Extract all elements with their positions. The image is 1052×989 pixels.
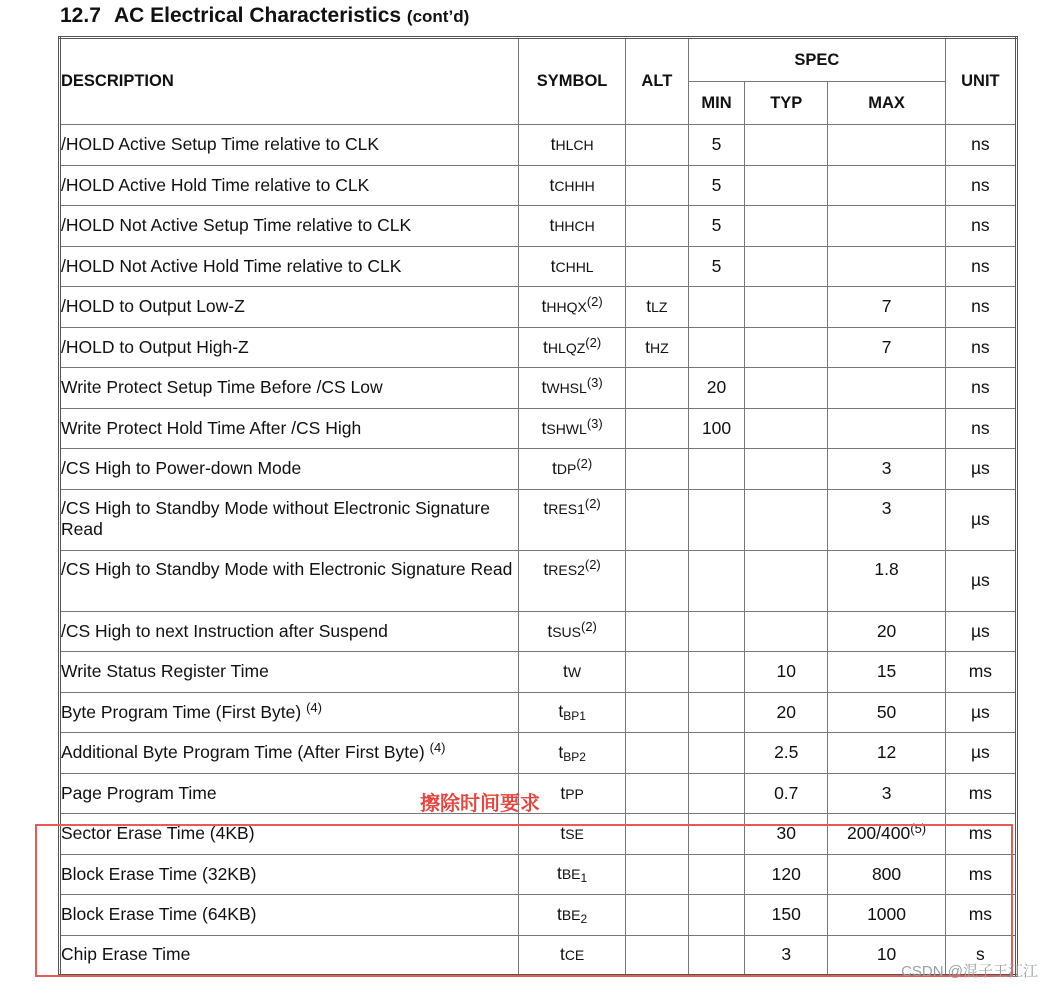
footnote-ref: (3): [586, 415, 603, 431]
footnote-ref: (3): [586, 375, 603, 391]
symbol-t: t: [560, 782, 566, 803]
typ-value: 0.7: [774, 782, 799, 803]
alt-subscript: HZ: [649, 339, 669, 356]
symbol-subscript: CE: [564, 947, 585, 964]
section-number: 12.7: [60, 4, 101, 27]
min-cell: [688, 327, 744, 368]
unit-cell: [945, 550, 1016, 611]
max-cell: [828, 206, 945, 247]
symbol-subscript: W: [567, 664, 582, 681]
symbol-cell: [519, 854, 625, 895]
typ-cell: [745, 652, 828, 693]
description-text: /HOLD to Output High-Z: [61, 336, 249, 357]
typ-cell: [745, 550, 828, 611]
symbol-subscript: RES1: [548, 500, 585, 517]
symbol-cell: [519, 489, 625, 550]
symbol-cell: [519, 368, 625, 409]
alt-cell: [625, 895, 688, 936]
symbol-t: t: [541, 417, 547, 438]
max-cell: [828, 773, 945, 814]
symbol-cell: [519, 206, 625, 247]
symbol-cell: [519, 165, 625, 206]
min-value: 100: [701, 417, 732, 438]
symbol-subscript: BE: [561, 906, 581, 923]
symbol-cell: [519, 814, 625, 855]
alt-cell: [625, 550, 688, 611]
description-cell: [60, 125, 519, 166]
alt-cell: [625, 935, 688, 976]
alt-t: t: [646, 296, 652, 317]
symbol-subscript: SE: [565, 826, 584, 843]
description-text: /HOLD to Output Low-Z: [61, 296, 245, 317]
symbol-cell: [519, 733, 625, 774]
min-cell: [688, 246, 744, 287]
unit-cell: [945, 165, 1016, 206]
symbol-t: t: [560, 823, 566, 844]
symbol-t: t: [550, 255, 556, 276]
footnote-ref: (2): [585, 334, 602, 350]
typ-cell: [745, 814, 828, 855]
unit-cell: [945, 206, 1016, 247]
symbol-subscript: HLCH: [555, 137, 594, 154]
typ-cell: [745, 327, 828, 368]
table-row: [60, 733, 1017, 774]
description-text: Chip Erase Time: [61, 944, 191, 965]
description-cell: [60, 733, 519, 774]
alt-cell: [625, 287, 688, 328]
unit-value: ns: [971, 377, 990, 398]
table-row: [60, 611, 1017, 652]
symbol-cell: [519, 652, 625, 693]
alt-cell: [625, 246, 688, 287]
description-cell: [60, 895, 519, 936]
description-text: Block Erase Time (32KB): [61, 863, 257, 884]
alt-cell: [625, 327, 688, 368]
unit-cell: [945, 895, 1016, 936]
symbol-t: t: [558, 701, 564, 722]
header-alt: ALT: [625, 38, 688, 125]
max-value: 800: [871, 863, 902, 884]
alt-cell: [625, 206, 688, 247]
header-description: DESCRIPTION: [60, 38, 519, 125]
symbol-t: t: [550, 134, 556, 155]
symbol-cell: [519, 692, 625, 733]
symbol-subscript: WHSL: [546, 380, 587, 397]
unit-cell: [945, 489, 1016, 550]
unit-cell: [945, 814, 1016, 855]
table-row: [60, 854, 1017, 895]
unit-cell: [945, 773, 1016, 814]
alt-cell: [625, 165, 688, 206]
description-text: Write Protect Setup Time Before /CS Low: [61, 377, 383, 398]
min-cell: [688, 773, 744, 814]
max-cell: [828, 368, 945, 409]
unit-cell: [945, 733, 1016, 774]
symbol-cell: [519, 408, 625, 449]
symbol-subscript: SUS: [552, 623, 581, 640]
table-row: [60, 449, 1017, 490]
max-value: 50: [876, 701, 897, 722]
description-cell: [60, 935, 519, 976]
header-max: MAX: [828, 82, 945, 125]
unit-value: ns: [971, 336, 990, 357]
unit-cell: [945, 125, 1016, 166]
min-cell: [688, 652, 744, 693]
symbol-cell: [519, 895, 625, 936]
table-row: [60, 692, 1017, 733]
table-row: [60, 814, 1017, 855]
max-cell: [828, 327, 945, 368]
max-value: 15: [876, 661, 897, 682]
table-row: [60, 652, 1017, 693]
unit-cell: [945, 652, 1016, 693]
footnote-ref: (2): [584, 495, 601, 511]
typ-value: 2.5: [774, 742, 799, 763]
alt-cell: [625, 408, 688, 449]
typ-value: 150: [771, 904, 801, 925]
typ-cell: [745, 125, 828, 166]
unit-cell: [945, 327, 1016, 368]
min-value: 5: [711, 134, 722, 155]
erase-time-annotation: 擦除时间要求: [420, 793, 540, 815]
min-value: 5: [711, 255, 722, 276]
max-value: 1.8: [874, 558, 899, 579]
min-cell: [688, 368, 744, 409]
max-value: 20: [876, 620, 897, 641]
description-text: /CS High to next Instruction after Suspend: [61, 620, 388, 641]
table-row: [60, 895, 1017, 936]
table-body: [60, 125, 1017, 976]
ac-characteristics-table: [58, 36, 1018, 977]
symbol-t: t: [543, 558, 549, 579]
unit-value: ns: [971, 134, 990, 155]
unit-value: ms: [968, 823, 993, 844]
min-cell: [688, 692, 744, 733]
typ-cell: [745, 611, 828, 652]
symbol-t: t: [563, 661, 568, 682]
unit-cell: [945, 408, 1016, 449]
alt-cell: [625, 814, 688, 855]
symbol-cell: [519, 550, 625, 611]
max-value: 3: [881, 458, 892, 479]
max-cell: [828, 814, 945, 855]
max-value: 3: [881, 782, 892, 803]
description-cell: [60, 287, 519, 328]
symbol-t: t: [547, 620, 553, 641]
unit-value: ns: [971, 174, 990, 195]
header-min: MIN: [688, 82, 744, 125]
symbol-cell: [519, 449, 625, 490]
min-cell: [688, 287, 744, 328]
unit-value: ns: [971, 417, 990, 438]
description-text: /CS High to Standby Mode without Electronic Signature Read: [61, 497, 490, 539]
symbol-t: t: [556, 863, 562, 884]
unit-value: µs: [970, 701, 990, 722]
symbol-index: 2: [580, 911, 588, 926]
typ-cell: [745, 287, 828, 328]
table-row: [60, 935, 1017, 976]
typ-cell: [745, 895, 828, 936]
symbol-t: t: [558, 741, 564, 762]
unit-value: µs: [970, 742, 990, 763]
section-continued: (cont’d): [406, 7, 470, 26]
symbol-cell: [519, 125, 625, 166]
symbol-subscript: BE: [561, 866, 581, 883]
description-cell: [60, 854, 519, 895]
symbol-subscript: DP: [556, 461, 577, 478]
description-cell: [60, 206, 519, 247]
table-row: [60, 165, 1017, 206]
table-row: [60, 125, 1017, 166]
alt-cell: [625, 489, 688, 550]
unit-value: s: [975, 944, 985, 965]
min-cell: [688, 895, 744, 936]
footnote-ref: (4): [429, 740, 446, 756]
symbol-cell: [519, 287, 625, 328]
symbol-subscript: HHQX: [546, 299, 587, 316]
max-cell: [828, 449, 945, 490]
description-text: /HOLD Not Active Hold Time relative to CLK: [61, 255, 402, 276]
description-cell: [60, 652, 519, 693]
min-value: 20: [706, 377, 727, 398]
min-cell: [688, 489, 744, 550]
typ-cell: [745, 206, 828, 247]
symbol-subscript: PP: [565, 785, 584, 802]
symbol-t: t: [541, 296, 547, 317]
max-value: 7: [881, 296, 892, 317]
footnote-ref: (4): [306, 699, 322, 715]
unit-cell: [945, 611, 1016, 652]
symbol-cell: [519, 611, 625, 652]
max-value: 12: [876, 742, 897, 763]
typ-cell: [745, 935, 828, 976]
max-cell: [828, 854, 945, 895]
unit-value: ms: [968, 661, 993, 682]
min-cell: [688, 854, 744, 895]
unit-cell: [945, 287, 1016, 328]
description-cell: [60, 550, 519, 611]
unit-value: ns: [971, 255, 990, 276]
symbol-subscript: CHHL: [555, 258, 594, 275]
section-heading: AC Electrical Characteristics: [113, 4, 402, 27]
max-cell: [828, 287, 945, 328]
description-cell: [60, 368, 519, 409]
typ-cell: [745, 773, 828, 814]
description-text: /HOLD Active Hold Time relative to CLK: [61, 174, 370, 195]
typ-cell: [745, 733, 828, 774]
symbol-t: t: [541, 377, 547, 398]
alt-cell: [625, 733, 688, 774]
unit-cell: [945, 692, 1016, 733]
unit-value: ms: [968, 782, 993, 803]
alt-cell: [625, 773, 688, 814]
unit-value: µs: [970, 458, 990, 479]
header-typ: TYP: [745, 82, 828, 125]
footnote-ref: (2): [576, 456, 593, 472]
description-cell: [60, 246, 519, 287]
typ-cell: [745, 692, 828, 733]
alt-cell: [625, 125, 688, 166]
unit-cell: [945, 368, 1016, 409]
table-row: [60, 287, 1017, 328]
max-cell: [828, 692, 945, 733]
table-row: [60, 327, 1017, 368]
typ-value: 3: [781, 944, 792, 965]
typ-cell: [745, 489, 828, 550]
min-cell: [688, 125, 744, 166]
max-cell: [828, 652, 945, 693]
max-cell: [828, 408, 945, 449]
symbol-subscript: BP2: [563, 749, 586, 764]
symbol-t: t: [556, 903, 562, 924]
max-cell: [828, 611, 945, 652]
typ-value: 120: [771, 863, 801, 884]
max-cell: [828, 895, 945, 936]
unit-cell: [945, 854, 1016, 895]
max-cell: [828, 489, 945, 550]
section-title: [60, 4, 469, 28]
max-value: 3: [881, 497, 892, 518]
max-cell: [828, 550, 945, 611]
description-cell: [60, 408, 519, 449]
symbol-subscript: HHCH: [554, 218, 595, 235]
csdn-watermark: CSDN @混子王江江: [901, 963, 1038, 980]
unit-value: ns: [971, 296, 990, 317]
alt-subscript: LZ: [651, 299, 668, 316]
table-row: [60, 489, 1017, 550]
footnote-ref: (2): [584, 556, 601, 572]
typ-cell: [745, 246, 828, 287]
max-value: 10: [876, 944, 897, 965]
symbol-subscript: SHWL: [546, 420, 587, 437]
symbol-subscript: BP1: [563, 709, 586, 724]
typ-cell: [745, 368, 828, 409]
header-unit: UNIT: [945, 38, 1016, 125]
description-text: Sector Erase Time (4KB): [61, 823, 255, 844]
description-cell: [60, 327, 519, 368]
max-cell: [828, 246, 945, 287]
description-cell: [60, 611, 519, 652]
max-cell: [828, 125, 945, 166]
description-text: Write Status Register Time: [61, 661, 269, 682]
alt-cell: [625, 368, 688, 409]
min-value: 5: [711, 215, 722, 236]
max-cell: [828, 733, 945, 774]
unit-cell: [945, 246, 1016, 287]
description-cell: [60, 489, 519, 550]
typ-cell: [745, 854, 828, 895]
min-cell: [688, 550, 744, 611]
min-cell: [688, 611, 744, 652]
description-text: /HOLD Active Setup Time relative to CLK: [61, 134, 380, 155]
table-row: [60, 206, 1017, 247]
alt-cell: [625, 449, 688, 490]
symbol-t: t: [551, 458, 557, 479]
symbol-index: 1: [580, 871, 588, 886]
symbol-cell: [519, 935, 625, 976]
table-row: [60, 246, 1017, 287]
footnote-ref: (5): [910, 821, 927, 837]
unit-value: µs: [970, 509, 990, 529]
typ-value: 30: [776, 823, 796, 844]
table-row: [60, 550, 1017, 611]
description-text: Page Program Time: [61, 782, 217, 803]
symbol-subscript: CHHH: [554, 177, 595, 194]
header-spec: SPEC: [688, 38, 945, 82]
symbol-t: t: [543, 336, 548, 357]
unit-value: µs: [970, 620, 990, 641]
symbol-t: t: [559, 944, 565, 965]
min-cell: [688, 733, 744, 774]
unit-value: ms: [968, 863, 993, 884]
alt-t: t: [645, 336, 650, 357]
typ-value: 20: [776, 701, 796, 722]
symbol-t: t: [549, 174, 555, 195]
symbol-t: t: [549, 215, 555, 236]
description-cell: [60, 165, 519, 206]
alt-cell: [625, 611, 688, 652]
description-text: Byte Program Time (First Byte): [61, 701, 302, 722]
description-text: /CS High to Power-down Mode: [61, 458, 302, 479]
alt-cell: [625, 854, 688, 895]
min-cell: [688, 814, 744, 855]
typ-cell: [745, 408, 828, 449]
unit-value: ms: [968, 904, 993, 925]
symbol-cell: [519, 246, 625, 287]
max-value: 7: [881, 336, 892, 357]
alt-cell: [625, 652, 688, 693]
max-cell: [828, 165, 945, 206]
symbol-cell: [519, 327, 625, 368]
description-text: Write Protect Hold Time After /CS High: [61, 417, 362, 438]
unit-cell: [945, 449, 1016, 490]
footnote-ref: (2): [580, 618, 597, 634]
description-text: Additional Byte Program Time (After First Byte): [61, 742, 425, 763]
typ-value: 10: [776, 661, 796, 682]
typ-cell: [745, 449, 828, 490]
min-cell: [688, 206, 744, 247]
max-value: 200/400: [846, 823, 911, 844]
unit-value: µs: [970, 570, 990, 590]
min-cell: [688, 408, 744, 449]
symbol-t: t: [543, 497, 549, 518]
min-cell: [688, 165, 744, 206]
description-cell: [60, 449, 519, 490]
description-cell: [60, 692, 519, 733]
header-symbol: SYMBOL: [519, 38, 625, 125]
symbol-subscript: RES2: [548, 561, 585, 578]
alt-cell: [625, 692, 688, 733]
description-text: /CS High to Standby Mode with Electronic Signature Read: [61, 558, 513, 579]
min-cell: [688, 449, 744, 490]
table-row: [60, 408, 1017, 449]
symbol-subscript: HLQZ: [547, 339, 586, 356]
max-value: 1000: [867, 904, 907, 925]
description-text: /HOLD Not Active Setup Time relative to CLK: [61, 215, 412, 236]
min-cell: [688, 935, 744, 976]
min-value: 5: [711, 174, 722, 195]
footnote-ref: (2): [586, 294, 603, 310]
unit-value: ns: [971, 215, 990, 236]
description-cell: [60, 814, 519, 855]
description-text: Block Erase Time (64KB): [61, 904, 257, 925]
table-row: [60, 368, 1017, 409]
typ-cell: [745, 165, 828, 206]
